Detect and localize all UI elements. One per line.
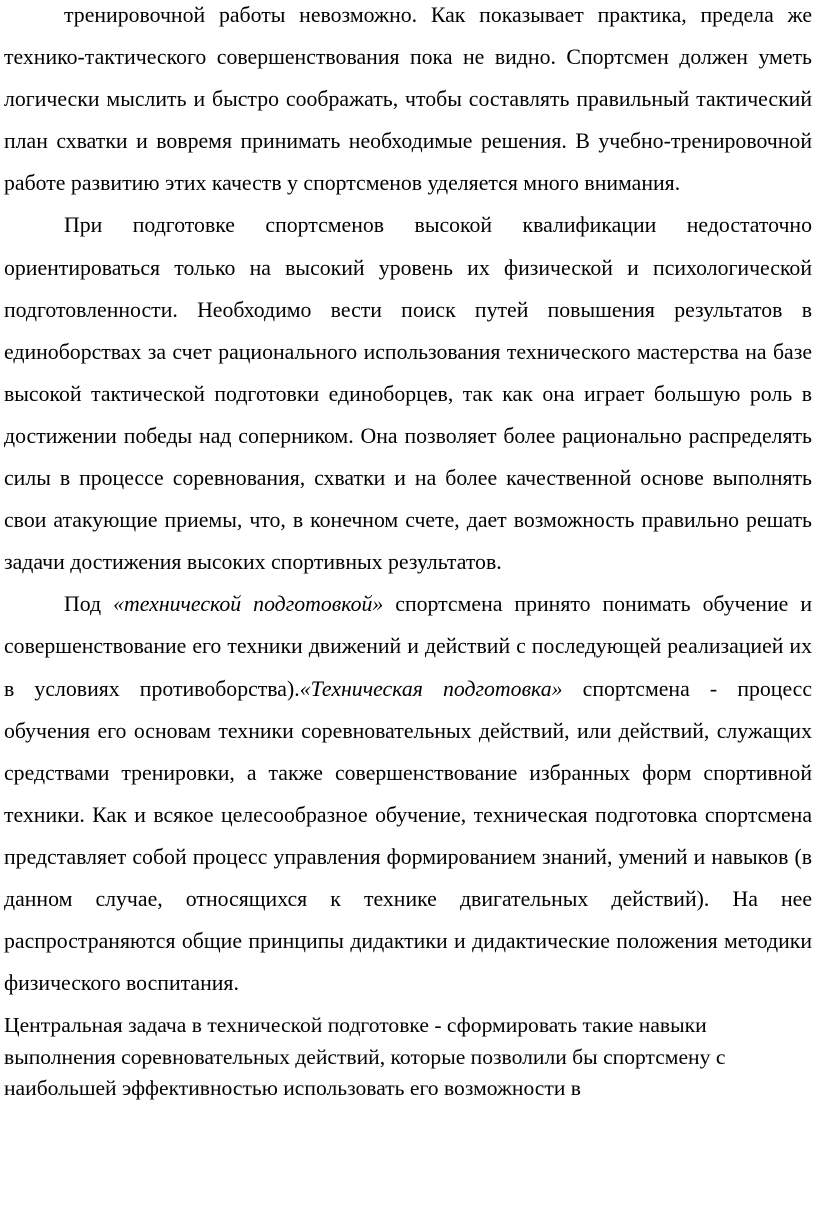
paragraph-4 <box>4 1010 812 1105</box>
paragraph-3-text-3: спортсмена - процесс обучения его основам техники соревновательных действий, или действий, служащих средствами тренировки, а также совершенствование избранных форм спортивной техники. Как и всякое целесообразное обучение, техническая подготовка спортсмена представляет собой процесс управления формированием знаний, умений и навыков (в данном случае, относящихся к технике двигательных действий). На нее распространяются общие принципы дидактики и дидактические положения методики физического воспитания. <box>4 676 813 996</box>
paragraph-3-text-1: Под <box>64 592 114 617</box>
paragraph-3 <box>4 583 812 1004</box>
paragraph-4-text: Центральная задача в технической подготовке - сформировать такие навыки выполнения соревновательных действий, которые позволили бы спортсмену с наибольшей эффективностью использовать его возможности в <box>4 1013 726 1101</box>
paragraph-2-text: При подготовке спортсменов высокой квалификации недостаточно ориентироваться только на высокий уровень их физической и психологической подготовленности. Необходимо вести поиск путей повышения результатов в единоборствах за счет рационального использования технического мастерства на базе высокой тактической подготовки единоборцев, так как она играет большую роль в достижении победы над соперником. Она позволяет более рационально распределять силы в процессе соревнования, схватки и на более качественной основе выполнять свои атакующие приемы, что, в конечном счете, дает возможность правильно решать задачи достижения высоких спортивных результатов. <box>4 213 812 575</box>
paragraph-1-text: тренировочной работы невозможно. Как показывает практика, предела же технико-тактического совершенствования пока не видно. Спортсмен должен уметь логически мыслить и быстро соображать, чтобы составлять правильный тактический план схватки и вовремя принимать необходимые решения. В учебно-тренировочной работе развитию этих качеств у спортсменов уделяется много внимания. <box>4 3 812 196</box>
paragraph-3-text-2: спортсмена принято понимать обучение и совершенствование его техники движений и действий с последующей реализацией их в условиях противоборства). <box>4 592 812 701</box>
paragraph-3-term-technical-training: «Техническая подготовка» <box>299 676 563 701</box>
paragraph-1 <box>4 0 812 204</box>
paragraph-3-term-technical-preparation: «технической подготовкой» <box>113 592 384 617</box>
paragraph-2 <box>4 204 812 583</box>
